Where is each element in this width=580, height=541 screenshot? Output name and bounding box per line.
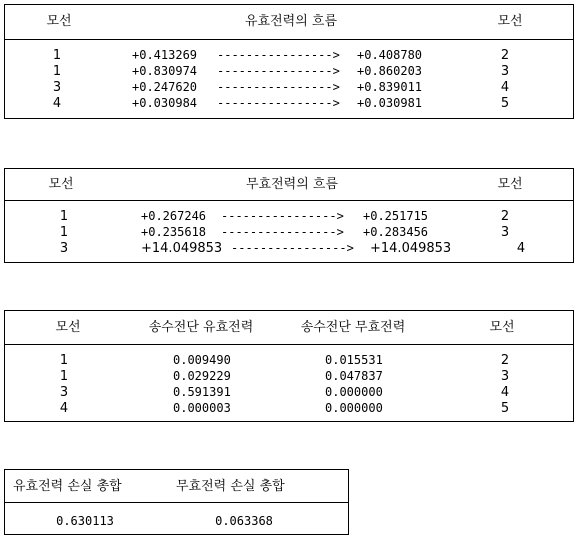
bus-from: 1 — [59, 369, 69, 384]
flow-arrow: ----------------> — [217, 48, 340, 62]
active-power-value: 0.000003 — [173, 401, 231, 415]
bus-from: 1 — [59, 225, 69, 240]
total-loss-table — [4, 469, 349, 535]
bus-to: 2 — [500, 209, 510, 224]
flow-to-value: +0.860203 — [357, 64, 423, 78]
reactive-power-value: 0.047837 — [325, 369, 383, 383]
flow-arrow: ----------------> — [217, 64, 340, 78]
bus-from: 4 — [59, 401, 69, 416]
header-bus-to: 모선 — [497, 177, 523, 192]
header-reactive-flow: 무효전력의 흐름 — [245, 177, 339, 192]
bus-to: 3 — [500, 369, 510, 384]
bus-from: 1 — [52, 48, 62, 63]
bus-to: 4 — [500, 385, 510, 400]
reactive-power-flow-table — [4, 168, 574, 263]
flow-from-value: +0.235618 — [141, 225, 207, 239]
flow-from-value: +14.049853 — [141, 241, 223, 256]
flow-arrow: ----------------> — [221, 225, 344, 239]
bus-to: 5 — [500, 401, 510, 416]
bus-to: 3 — [500, 64, 510, 79]
flow-to-value: +0.030981 — [357, 96, 423, 110]
header-active-loss-total: 유효전력 손실 총합 — [13, 479, 122, 494]
flow-to-value: +14.049853 — [370, 241, 452, 256]
bus-from: 3 — [59, 241, 69, 256]
table-header — [5, 5, 573, 40]
flow-from-value: +0.413269 — [132, 48, 198, 62]
header-bus-from: 모선 — [46, 14, 72, 29]
reactive-power-value: 0.000000 — [325, 385, 383, 399]
active-power-value: 0.591391 — [173, 385, 231, 399]
header-bus-from: 모선 — [48, 177, 74, 192]
flow-to-value: +0.251715 — [363, 209, 429, 223]
table-header — [5, 169, 573, 201]
bus-to: 5 — [500, 96, 510, 111]
bus-from: 1 — [52, 64, 62, 79]
flow-arrow: ----------------> — [231, 241, 354, 255]
flow-arrow: ----------------> — [217, 80, 340, 94]
flow-from-value: +0.247620 — [132, 80, 198, 94]
active-power-flow-table — [4, 4, 574, 119]
bus-from: 1 — [59, 353, 69, 368]
bus-to: 3 — [500, 225, 510, 240]
bus-to: 2 — [500, 48, 510, 63]
end-power-table — [4, 310, 574, 422]
bus-to: 2 — [500, 353, 510, 368]
header-bus-from: 모선 — [55, 320, 81, 335]
reactive-loss-total-value: 0.063368 — [215, 514, 273, 528]
header-end-reactive-power: 송수전단 무효전력 — [300, 320, 406, 335]
header-reactive-loss-total: 무효전력 손실 총합 — [176, 479, 285, 494]
active-loss-total-value: 0.630113 — [56, 514, 114, 528]
table-header — [5, 311, 573, 345]
reactive-power-value: 0.000000 — [325, 401, 383, 415]
flow-to-value: +0.283456 — [363, 225, 429, 239]
table-header — [5, 470, 348, 503]
bus-from: 4 — [52, 96, 62, 111]
active-power-value: 0.029229 — [173, 369, 231, 383]
reactive-power-value: 0.015531 — [325, 353, 383, 367]
flow-to-value: +0.839011 — [357, 80, 423, 94]
flow-arrow: ----------------> — [221, 209, 344, 223]
header-bus-to: 모선 — [489, 320, 515, 335]
bus-from: 1 — [59, 209, 69, 224]
bus-from: 3 — [59, 385, 69, 400]
header-end-active-power: 송수전단 유효전력 — [148, 320, 254, 335]
flow-from-value: +0.267246 — [141, 209, 207, 223]
flow-from-value: +0.030984 — [132, 96, 198, 110]
bus-to: 4 — [516, 241, 526, 256]
bus-from: 3 — [52, 80, 62, 95]
flow-to-value: +0.408780 — [357, 48, 423, 62]
flow-from-value: +0.830974 — [132, 64, 198, 78]
flow-arrow: ----------------> — [217, 96, 340, 110]
bus-to: 4 — [500, 80, 510, 95]
header-active-flow: 유효전력의 흐름 — [244, 14, 338, 29]
header-bus-to: 모선 — [497, 14, 523, 29]
active-power-value: 0.009490 — [173, 353, 231, 367]
